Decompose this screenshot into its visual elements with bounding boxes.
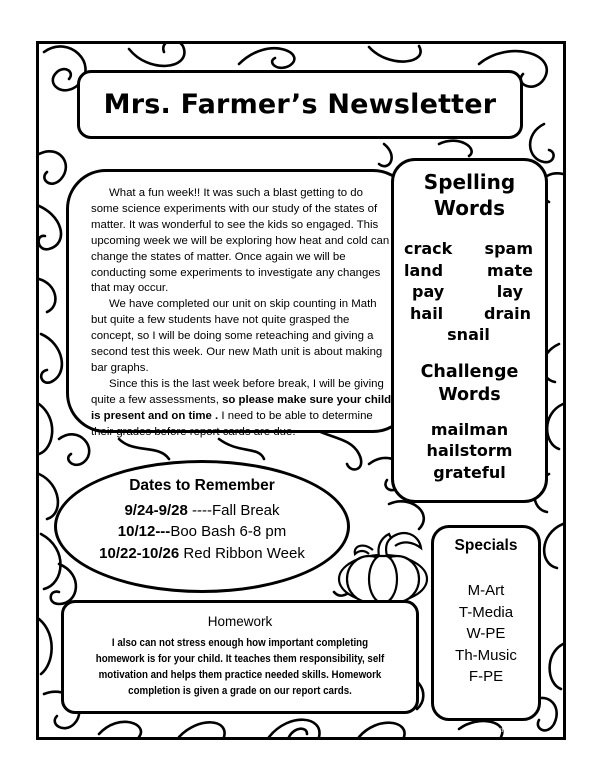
date-range: 9/24-9/28 xyxy=(124,501,188,519)
spelling-word: pay xyxy=(412,282,445,301)
special-item: F-PE xyxy=(468,668,504,685)
date-range: 10/12 xyxy=(117,523,156,540)
challenge-word: hailstorm xyxy=(426,441,513,460)
date-range: 10/22-10/26 xyxy=(99,544,180,562)
copyright-notice: ©2016 Cynthia Vautrot xyxy=(470,728,531,734)
spelling-word: land xyxy=(404,260,444,280)
date-event: Boo Bash 6-8 pm xyxy=(170,523,287,540)
dates-to-remember xyxy=(54,460,350,593)
spelling-word: mate xyxy=(487,260,533,280)
challenge-word-list xyxy=(394,419,545,484)
homework-box xyxy=(61,600,419,714)
assessments-text: Since this is the last week before break, I will be giving quite a few assessments, xyxy=(91,377,384,406)
attendance-notice: so please make sure your child is present and on time . xyxy=(91,393,392,422)
spelling-heading xyxy=(394,169,545,221)
title-box xyxy=(77,70,523,139)
paragraph-math: We have completed our unit on skip counting in Math but quite a few students have not quite grasped the concept, so I will be doing some reteaching and giving a second test this week. Our new Math unit is about making bar graphs. xyxy=(91,298,383,374)
paragraph-science: What a fun week!! It was such a blast getting to do some science experiments with our study of the states of matter. It was wonderful to see the kids so engaged. This upcoming week we will be exploring how heat and cold can change the states of matter. Once again we will be conducting some experiments to investigate any changes that may occur. xyxy=(91,187,390,295)
report-card-text: I need to be able to determine their grades before report cards are due. xyxy=(91,409,373,438)
special-item: Th-Music xyxy=(455,646,517,664)
spelling-word: crack xyxy=(404,239,453,258)
special-item: T-Media xyxy=(458,603,514,621)
homework-text: I also can not stress enough how important completing homework is for your child. It teaches them responsibility, self motivation and helps them practice needed skills. Homework completion is given a grade on our report cards. xyxy=(95,637,385,697)
date-item xyxy=(57,521,347,543)
paragraph-assessments xyxy=(91,377,392,441)
spelling-heading-line1: Spelling xyxy=(423,170,516,194)
specials-box xyxy=(431,525,541,721)
date-separator: ---- xyxy=(187,501,212,519)
date-separator: --- xyxy=(155,523,171,540)
date-event: Fall Break xyxy=(212,501,280,519)
challenge-word: mailman xyxy=(430,419,509,439)
spelling-word: hail xyxy=(410,303,444,323)
challenge-heading-line1: Challenge xyxy=(420,361,519,382)
specials-heading: Specials xyxy=(454,537,518,554)
dates-heading: Dates to Remember xyxy=(129,477,275,494)
date-item xyxy=(57,500,347,522)
spelling-word: snail xyxy=(447,325,490,344)
spelling-heading-line2: Words xyxy=(433,196,506,220)
spelling-box xyxy=(391,158,548,503)
date-event: Red Ribbon Week xyxy=(183,544,305,562)
date-item xyxy=(57,543,347,565)
homework-title: Homework xyxy=(207,614,273,629)
spelling-word: drain xyxy=(483,303,531,323)
main-letter xyxy=(66,169,413,438)
pumpkin-icon xyxy=(333,524,433,606)
newsletter-frame xyxy=(36,41,566,740)
spelling-word: spam xyxy=(484,239,533,258)
special-item: M-Art xyxy=(467,582,505,599)
challenge-word: grateful xyxy=(433,462,506,482)
special-item: W-PE xyxy=(466,625,506,642)
challenge-heading xyxy=(394,361,545,407)
page-title: Mrs. Farmer’s Newsletter xyxy=(103,89,497,120)
challenge-heading-line2: Words xyxy=(438,384,501,405)
specials-list xyxy=(434,580,538,688)
spelling-word-list xyxy=(394,238,545,346)
spelling-word: lay xyxy=(496,282,523,301)
